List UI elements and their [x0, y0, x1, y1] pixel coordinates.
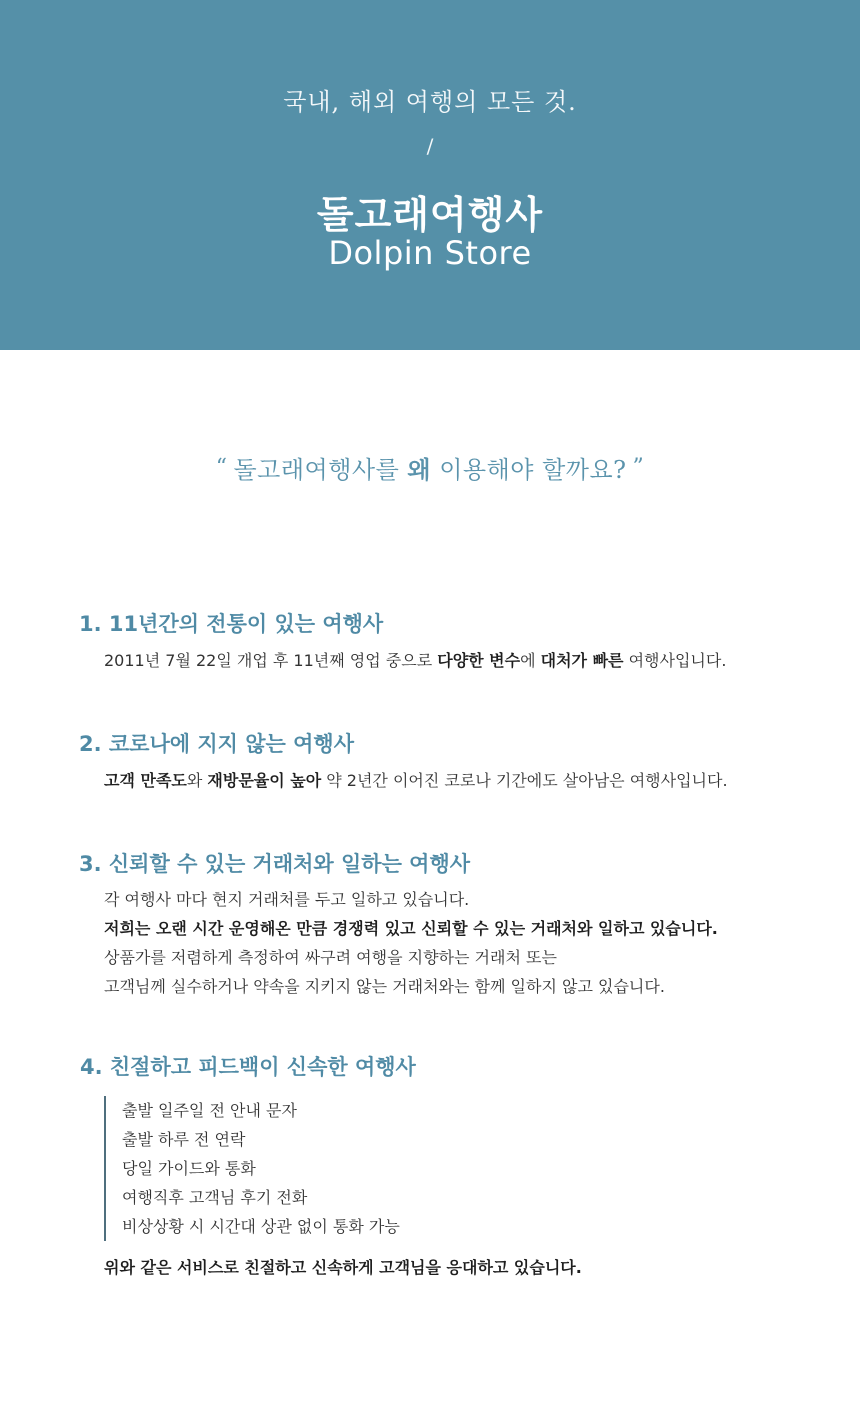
hero-tagline: 국내, 해외 여행의 모든 것. [283, 88, 577, 116]
text-strong: 재방문율이 높아 [207, 771, 322, 790]
open-quote: “ [215, 455, 228, 480]
section-text-line: 각 여행사 마다 현지 거래처를 두고 일하고 있습니다. [104, 890, 470, 909]
list-item: 출발 하루 전 연락 [122, 1130, 246, 1149]
hero-divider: / [426, 134, 434, 158]
section-body [104, 766, 728, 795]
section-text-line: 고객님께 실수하거나 약속을 지키지 않는 거래처와는 함께 일하지 않고 있습니다. [104, 977, 665, 996]
text-strong: 대처가 빠른 [540, 651, 624, 670]
brand-name-korean: 돌고래여행사 [316, 193, 544, 237]
section-text-line-strong: 저희는 오랜 시간 운영해온 만큼 경쟁력 있고 신뢰할 수 있는 거래처와 일하고 있습니다. [104, 919, 718, 938]
brand-name-english: Dolpin Store [328, 234, 532, 272]
section-text-line [104, 766, 728, 795]
list-item: 비상상황 시 시간대 상관 없이 통화 가능 [122, 1217, 400, 1236]
section-text-line [104, 646, 726, 675]
list-item: 당일 가이드와 통화 [122, 1159, 256, 1178]
closing-statement: 위와 같은 서비스로 친절하고 신속하게 고객님을 응대하고 있습니다. [104, 1258, 582, 1277]
text-strong: 고객 만족도 [104, 771, 187, 790]
text-normal: 와 [186, 771, 208, 790]
section-title: 4. 친절하고 피드백이 신속한 여행사 [80, 1055, 416, 1079]
service-list [104, 1096, 400, 1241]
text-normal: 에 [520, 651, 541, 670]
section-title: 3. 신뢰할 수 있는 거래처와 일하는 여행사 [79, 852, 471, 876]
section-body [104, 646, 726, 675]
text-normal: 여행사입니다. [623, 651, 727, 670]
question-text-before: 돌고래여행사를 [233, 456, 408, 484]
question-text-after: 이용해야 할까요? [431, 456, 627, 484]
section-title: 1. 11년간의 전통이 있는 여행사 [79, 612, 384, 636]
question-text-emphasis: 왜 [407, 455, 432, 484]
section-title: 2. 코로나에 지지 않는 여행사 [79, 732, 354, 756]
text-normal: 2011년 7월 22일 개업 후 11년째 영업 중으로 [104, 651, 438, 670]
text-strong: 다양한 변수 [437, 651, 521, 670]
section-text-line: 상품가를 저렴하게 측정하여 싸구려 여행을 지향하는 거래처 또는 [104, 948, 557, 967]
list-item: 여행직후 고객님 후기 전화 [122, 1188, 308, 1207]
close-quote: ” [632, 455, 645, 480]
section-body [104, 885, 718, 1001]
hero-banner [0, 0, 860, 350]
why-question-heading [0, 450, 860, 485]
text-normal: 약 2년간 이어진 코로나 기간에도 살아남은 여행사입니다. [321, 771, 728, 790]
list-item: 출발 일주일 전 안내 문자 [122, 1101, 297, 1120]
